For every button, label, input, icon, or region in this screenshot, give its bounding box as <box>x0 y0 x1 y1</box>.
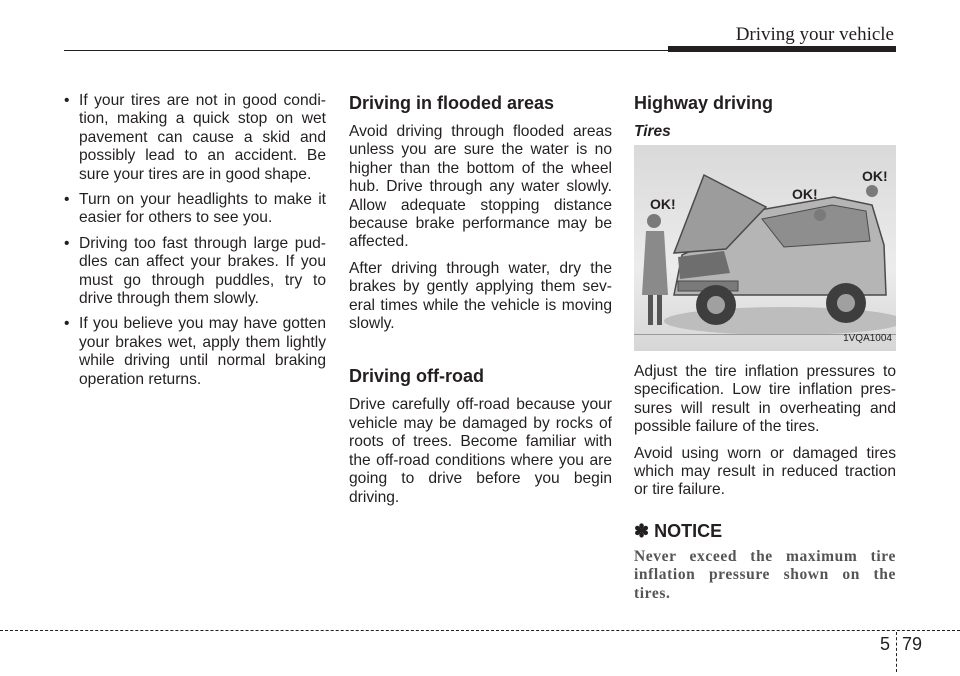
chapter-number: 5 <box>880 634 891 654</box>
flooded-paragraph: Avoid driving through flooded areas unless you are sure the water is no higher than the bottom of the wheel hub. Drive through any water slowly. Allow adequate stopping distance because brake performance may be affected. <box>349 123 612 251</box>
bullet-list <box>64 92 326 389</box>
bullet-text: If your tires are not in good condi-tion, making a quick stop on wet pavement can cause a skid and possibly lead to an accident. Be sure your tires are in good shape. <box>79 92 326 183</box>
highway-heading: Highway driving <box>634 93 774 113</box>
notice-title: NOTICE <box>654 520 723 541</box>
page-number-separator <box>896 632 897 672</box>
bullet-item: • If you believe you may have gotten your brakes wet, apply them lightly while driving until normal braking operation returns. <box>64 315 326 388</box>
header-rule-thick <box>668 46 896 52</box>
tires-subheading: Tires <box>634 123 671 140</box>
footer-rule <box>0 630 960 631</box>
tire-check-illustration <box>634 145 896 351</box>
bullet-text: If you believe you may have gotten your brakes wet, apply them lightly while driving until normal braking operation returns. <box>79 315 326 388</box>
notice-body: Never exceed the maximum tire inflation pressure shown on the tires. <box>634 547 896 602</box>
offroad-paragraph: Drive carefully off-road because your vehicle may be damaged by rocks of roots of trees. Become familiar with the off-road conditions where you are going to drive before you begin driving. <box>349 396 612 506</box>
column-2 <box>349 92 612 515</box>
column-3 <box>634 92 896 603</box>
tires-paragraph: Avoid using worn or damaged tires which may result in reduced traction or tire failure. <box>634 444 896 499</box>
column-1 <box>64 92 326 396</box>
bullet-text: Driving too fast through large pud-dles can affect your brakes. If you must go through puddles, try to drive through them slowly. <box>79 234 326 308</box>
bullet-item: • Turn on your headlights to make it easier for others to see you. <box>64 191 326 227</box>
ok-label: OK! <box>792 186 818 202</box>
flooded-paragraph: After driving through water, dry the brakes by gently applying them sev-eral times while the vehicle is moving slowly. <box>349 259 612 333</box>
flooded-heading: Driving in flooded areas <box>349 93 555 113</box>
ok-label: OK! <box>862 168 888 184</box>
header-title: Driving your vehicle <box>735 24 894 45</box>
bullet-item: • Driving too fast through large pud-dles can affect your brakes. If you must go through puddles, try to drive through them slowly. <box>64 234 326 308</box>
bullet-item: • If your tires are not in good condi-tion, making a quick stop on wet pavement can cause a skid and possibly lead to an accident. Be sure your tires are in good shape. <box>64 92 326 183</box>
car-illustration <box>634 145 896 351</box>
bullet-text: Turn on your headlights to make it easier for others to see you. <box>79 191 326 227</box>
tires-paragraph: Adjust the tire inflation pressures to specification. Low tire inflation pres-sures will result in overheating and possible failure of the tires. <box>634 363 896 436</box>
header-rule <box>64 50 670 51</box>
page-number: 79 <box>902 634 923 654</box>
ok-label: OK! <box>650 196 676 212</box>
notice-heading <box>634 520 896 542</box>
figure-code: 1VQA1004 <box>843 332 892 344</box>
offroad-heading: Driving off-road <box>349 366 484 387</box>
notice-symbol: ✽ <box>634 520 650 541</box>
section-gap <box>349 341 612 365</box>
